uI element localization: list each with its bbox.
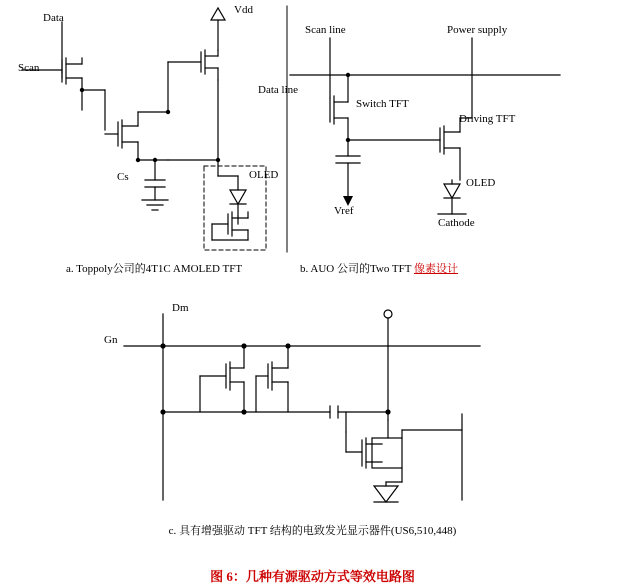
label-cs: Cs [117,171,129,183]
label-vref: Vref [334,205,354,217]
label-gn: Gn [104,334,118,346]
label-data-line: Data line [258,84,299,96]
figure-title: 图 6：几种有源驱动方式等效电路图 [210,569,415,584]
caption-b-link[interactable]: 像素设计 [414,263,459,275]
caption-panel-a [66,260,242,276]
label-scan: Scan [18,62,40,74]
caption-panel-c [0,522,625,538]
label-scan-line: Scan line [305,24,346,36]
caption-b-text: b. AUO 公司的Two TFT [300,263,415,275]
caption-a-text: a. Toppoly公司的4T1C AMOLED TFT [66,263,243,275]
label-data: Data [43,12,64,24]
label-driving-tft: Driving TFT [459,113,516,125]
caption-panel-b [300,260,458,276]
label-oled-a: OLED [249,169,279,181]
caption-c-link[interactable]: 具有增强驱动 TFT 结构的电致发光显示器件 [179,525,391,537]
label-power-supply: Power supply [447,24,508,36]
label-cathode: Cathode [438,217,475,229]
label-dm: Dm [172,302,189,314]
label-vdd: Vdd [234,4,253,16]
caption-c-prefix: c. [168,525,180,537]
label-switch-tft: Switch TFT [356,98,409,110]
label-oled-b: OLED [466,177,496,189]
caption-c-suffix: (US6,510,448) [390,525,457,537]
